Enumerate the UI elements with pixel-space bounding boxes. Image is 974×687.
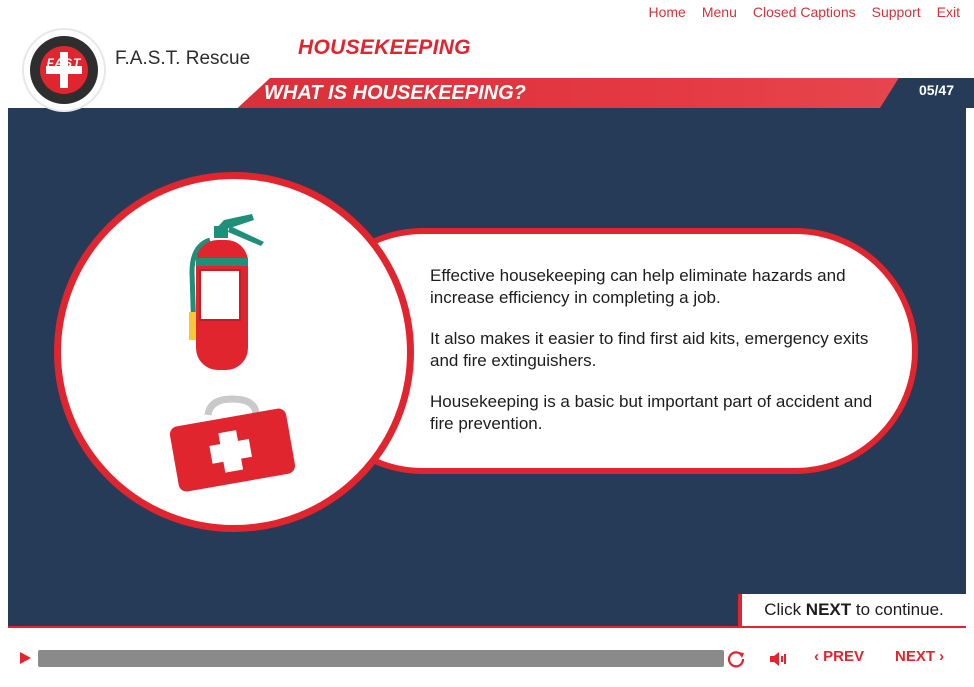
content-paragraph: Effective housekeeping can help eliminate hazards and increase efficiency in completing a job. [430,266,846,307]
prev-button[interactable]: ‹ PREV [814,648,865,665]
nav-menu-link[interactable]: Menu [701,4,737,20]
slide-title: WHAT IS HOUSEKEEPING? [264,82,526,104]
nav-closed-captions-link[interactable]: Closed Captions [752,4,856,20]
divider [8,626,966,628]
content-paragraph: Housekeeping is a basic but important part of accident and fire prevention. [430,392,873,433]
volume-icon[interactable] [768,649,788,669]
nav-support-link[interactable]: Support [871,4,921,20]
topic-title: HOUSEKEEPING [298,36,471,59]
content-text [430,265,890,454]
page-counter: 05/47 [918,82,954,98]
nav-exit-link[interactable]: Exit [936,4,960,20]
progress-bar[interactable] [38,650,724,667]
player-controls [0,636,974,682]
play-icon[interactable] [18,650,32,666]
logo-text: FAST [46,56,82,70]
nav-home-link[interactable]: Home [648,4,686,20]
replay-icon[interactable] [726,649,746,669]
top-nav [648,4,960,20]
next-emphasis: NEXT [805,600,852,619]
brand-name: F.A.S.T. Rescue [115,48,251,69]
continue-prompt: Click NEXT to continue. [738,594,966,626]
content-paragraph: It also makes it easier to find first aid kits, emergency exits and fire extinguishers. [430,329,869,370]
fast-logo [24,30,104,110]
next-button[interactable]: NEXT › [895,648,945,665]
fire-extinguisher-icon [180,212,280,372]
first-aid-kit-icon [168,393,298,493]
